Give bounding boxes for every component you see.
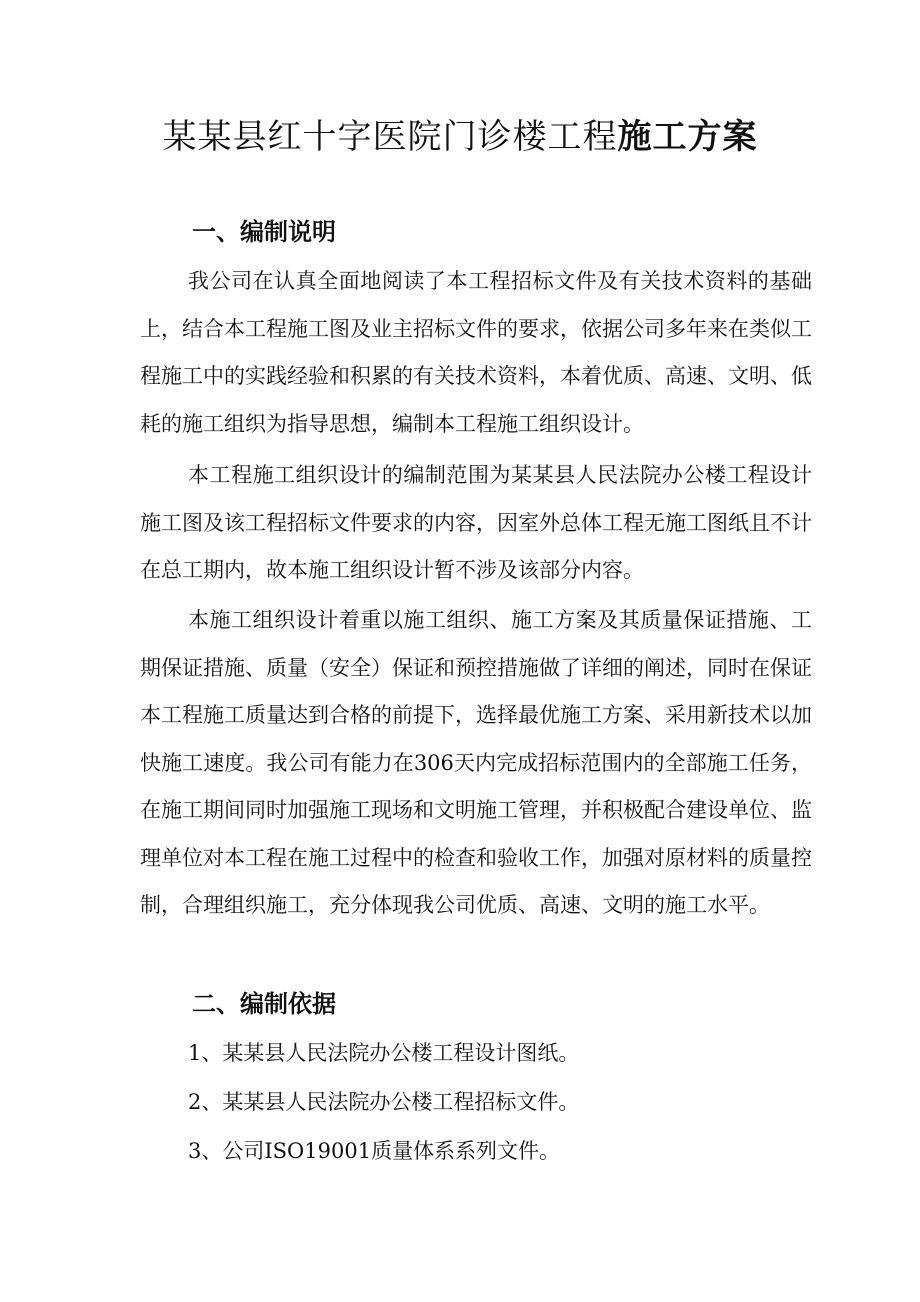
section-1-paragraph-1: 我公司在认真全面地阅读了本工程招标文件及有关技术资料的基础上，结合本工程施工图及业主招标文件的要求，依据公司多年来在类似工程施工中的实践经验和积累的有关技术资料，本着优质、高速、文明、低耗的施工组织为指导思想，编制本工程施工组织设计。 <box>140 269 812 436</box>
section-heading-1: 一、编制说明 <box>192 218 336 246</box>
document-title <box>0 112 920 162</box>
basis-list-item-2: 2、某某县人民法院办公楼工程招标文件。 <box>188 1090 580 1114</box>
title-bold-part: 施工方案 <box>617 117 758 157</box>
section-1-paragraph-2: 本工程施工组织设计的编制范围为某某县人民法院办公楼工程设计施工图及该工程招标文件要求的内容，因室外总体工程无施工图纸且不计在总工期内，故本施工组织设计暂不涉及该部分内容。 <box>140 463 812 582</box>
section-heading-2: 二、编制依据 <box>192 990 336 1018</box>
basis-list-item-1: 1、某某县人民法院办公楼工程设计图纸。 <box>188 1041 580 1065</box>
title-regular-part: 某某县红十字医院门诊楼工程 <box>162 117 618 157</box>
section-1-paragraph-3: 本施工组织设计着重以施工组织、施工方案及其质量保证措施、工期保证措施、质量（安全）保证和预控措施做了详细的阐述，同时在保证本工程施工质量达到合格的前提下，选择最优施工方案、采用新技术以加快施工速度。我公司有能力在306天内完成招标范围内的全部施工任务，在施工期间同时加强施工现场和文明施工管理，并积极配合建设单位、监理单位对本工程在施工过程中的检查和验收工作，加强对原材料的质量控制，合理组织施工，充分体现我公司优质、高速、文明的施工水平。 <box>140 608 812 917</box>
basis-list-item-3: 3、公司ISO19001质量体系系列文件。 <box>188 1139 561 1163</box>
